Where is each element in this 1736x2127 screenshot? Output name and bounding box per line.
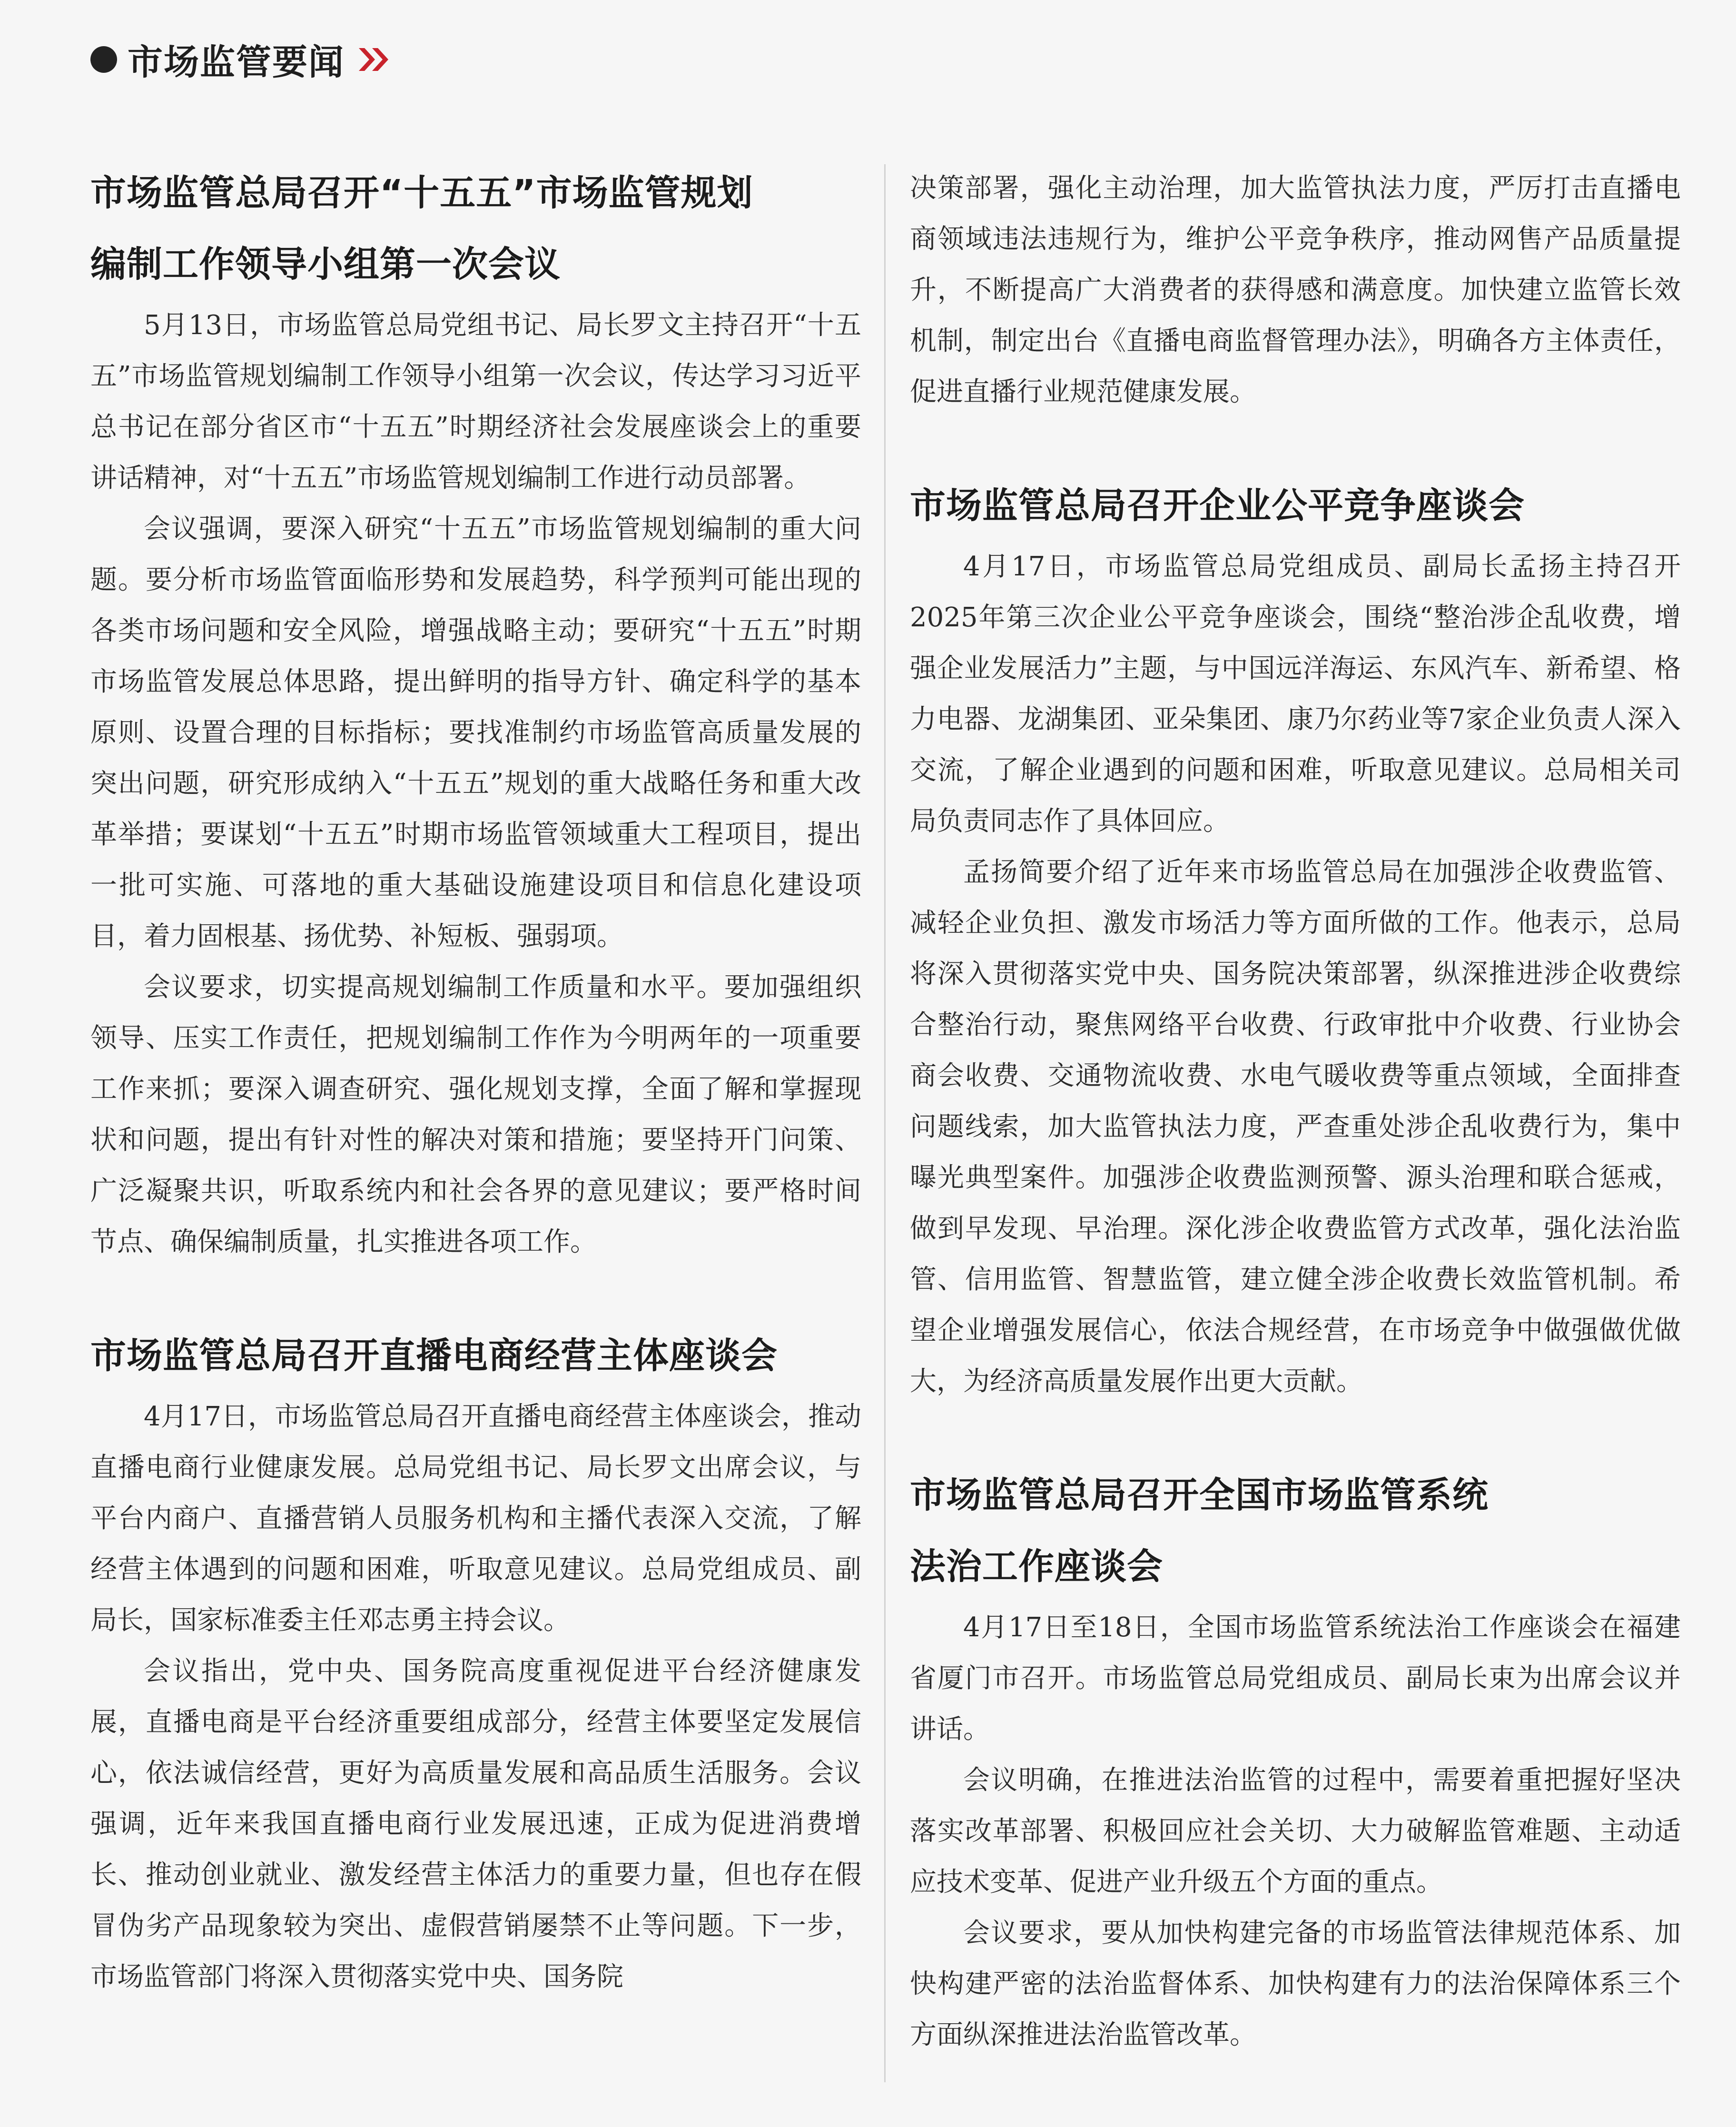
article-title [910, 470, 1681, 541]
article-title-line: 市场监管总局召开“十五五”市场监管规划 [90, 172, 753, 214]
article-title-line: 市场监管总局召开企业公平竞争座谈会 [910, 485, 1525, 526]
double-chevron-right-icon [355, 45, 393, 74]
article-livestream-ecommerce [90, 1320, 861, 2002]
article-paragraph: 会议要求，要从加快构建完备的市场监管法律规范体系、加快构建严密的法治监督体系、加快构建有力的法治保障体系三个方面纵深推进法治监管改革。 [910, 1918, 1681, 2050]
article-paragraph: 会议要求，切实提高规划编制工作质量和水平。要加强组织领导、压实工作责任，把规划编制工作作为今明两年的一项重要工作来抓；要深入调查研究、强化规划支撑，全面了解和掌握现状和问题，提出有针对性的解决对策和措施；要坚持开门问策、广泛凝聚共识，听取系统内和社会各界的意见建议；要严格时间节点、确保编制质量，扎实推进各项工作。 [90, 972, 861, 1257]
article-continuation [910, 163, 1681, 417]
article-planning-meeting [90, 157, 861, 1267]
article-title-line: 市场监管总局召开全国市场监管系统 [910, 1474, 1489, 1516]
column-divider [884, 164, 886, 2082]
article-title [90, 1320, 861, 1391]
bullet-dot-icon [90, 46, 117, 73]
article-title [90, 157, 861, 300]
article-title-line: 编制工作领导小组第一次会议 [90, 243, 561, 285]
article-paragraph: 会议明确，在推进法治监管的过程中，需要着重把握好坚决落实改革部署、积极回应社会关切、大力破解监管难题、主动适应技术变革、促进产业升级五个方面的重点。 [910, 1765, 1681, 1898]
section-title: 市场监管要闻 [128, 42, 345, 83]
right-column [910, 163, 1681, 2113]
article-paragraph: 孟扬简要介绍了近年来市场监管总局在加强涉企收费监管、减轻企业负担、激发市场活力等方面所做的工作。他表示，总局将深入贯彻落实党中央、国务院决策部署，纵深推进涉企收费综合整治行动，聚焦网络平台收费、行政审批中介收费、行业协会商会收费、交通物流收费、水电气暖收费等重点领域，全面排查问题线索，加大监管执法力度，严查重处涉企乱收费行为，集中曝光典型案件。加强涉企收费监测预警、源头治理和联合惩戒，做到早发现、早治理。深化涉企收费监管方式改革，强化法治监管、信用监管、智慧监管，建立健全涉企收费长效监管机制。希望企业增强发展信心，依法合规经营，在市场竞争中做强做优做大，为经济高质量发展作出更大贡献。 [910, 857, 1681, 1397]
article-title-line: 市场监管总局召开直播电商经营主体座谈会 [90, 1335, 778, 1376]
article-paragraph: 4月17日，市场监管总局党组成员、副局长孟扬主持召开2025年第三次企业公平竞争座谈会，围绕“整治涉企乱收费，增强企业发展活力”主题，与中国远洋海运、东风汽车、新希望、格力电器、龙湖集团、亚朵集团、康乃尔药业等7家企业负责人深入交流，了解企业遇到的问题和困难，听取意见建议。总局相关司局负责同志作了具体回应。 [910, 551, 1681, 837]
left-column [90, 157, 861, 2055]
article-paragraph: 会议强调，要深入研究“十五五”市场监管规划编制的重大问题。要分析市场监管面临形势和发展趋势，科学预判可能出现的各类市场问题和安全风险，增强战略主动；要研究“十五五”时期市场监管发展总体思路，提出鲜明的指导方针、确定科学的基本原则、设置合理的目标指标；要找准制约市场监管高质量发展的突出问题，研究形成纳入“十五五”规划的重大战略任务和重大改革举措；要谋划“十五五”时期市场监管领域重大工程项目，提出一批可实施、可落地的重大基础设施建设项目和信息化建设项目，着力固根基、扬优势、补短板、强弱项。 [90, 514, 861, 952]
article-fair-competition [910, 470, 1681, 1407]
article-paragraph: 5月13日，市场监管总局党组书记、局长罗文主持召开“十五五”市场监管规划编制工作领导小组第一次会议，传达学习习近平总书记在部分省区市“十五五”时期经济社会发展座谈会上的重要讲话精神，对“十五五”市场监管规划编制工作进行动员部署。 [90, 310, 861, 494]
article-title [910, 1459, 1681, 1602]
continued-paragraph: 决策部署，强化主动治理，加大监管执法力度，严厉打击直播电商领域违法违规行为，维护公平竞争秩序，推动网售产品质量提升，不断提高广大消费者的获得感和满意度。加快建立监管长效机制，制定出台《直播电商监督管理办法》，明确各方主体责任，促进直播行业规范健康发展。 [910, 173, 1681, 407]
article-title-line: 法治工作座谈会 [910, 1545, 1164, 1587]
article-paragraph: 会议指出，党中央、国务院高度重视促进平台经济健康发展，直播电商是平台经济重要组成部分，经营主体要坚定发展信心，依法诚信经营，更好为高质量发展和高品质生活服务。会议强调，近年来我国直播电商行业发展迅速，正成为促进消费增长、推动创业就业、激发经营主体活力的重要力量，但也存在假冒伪劣产品现象较为突出、虚假营销屡禁不止等问题。下一步，市场监管部门将深入贯彻落实党中央、国务院 [90, 1656, 861, 1992]
article-rule-of-law [910, 1459, 1681, 2060]
section-header [90, 33, 393, 86]
article-paragraph: 4月17日至18日，全国市场监管系统法治工作座谈会在福建省厦门市召开。市场监管总局党组成员、副局长束为出席会议并讲话。 [910, 1612, 1681, 1745]
article-paragraph: 4月17日，市场监管总局召开直播电商经营主体座谈会，推动直播电商行业健康发展。总局党组书记、局长罗文出席会议，与平台内商户、直播营销人员服务机构和主播代表深入交流，了解经营主体遇到的问题和困难，听取意见建议。总局党组成员、副局长，国家标准委主任邓志勇主持会议。 [90, 1401, 861, 1636]
